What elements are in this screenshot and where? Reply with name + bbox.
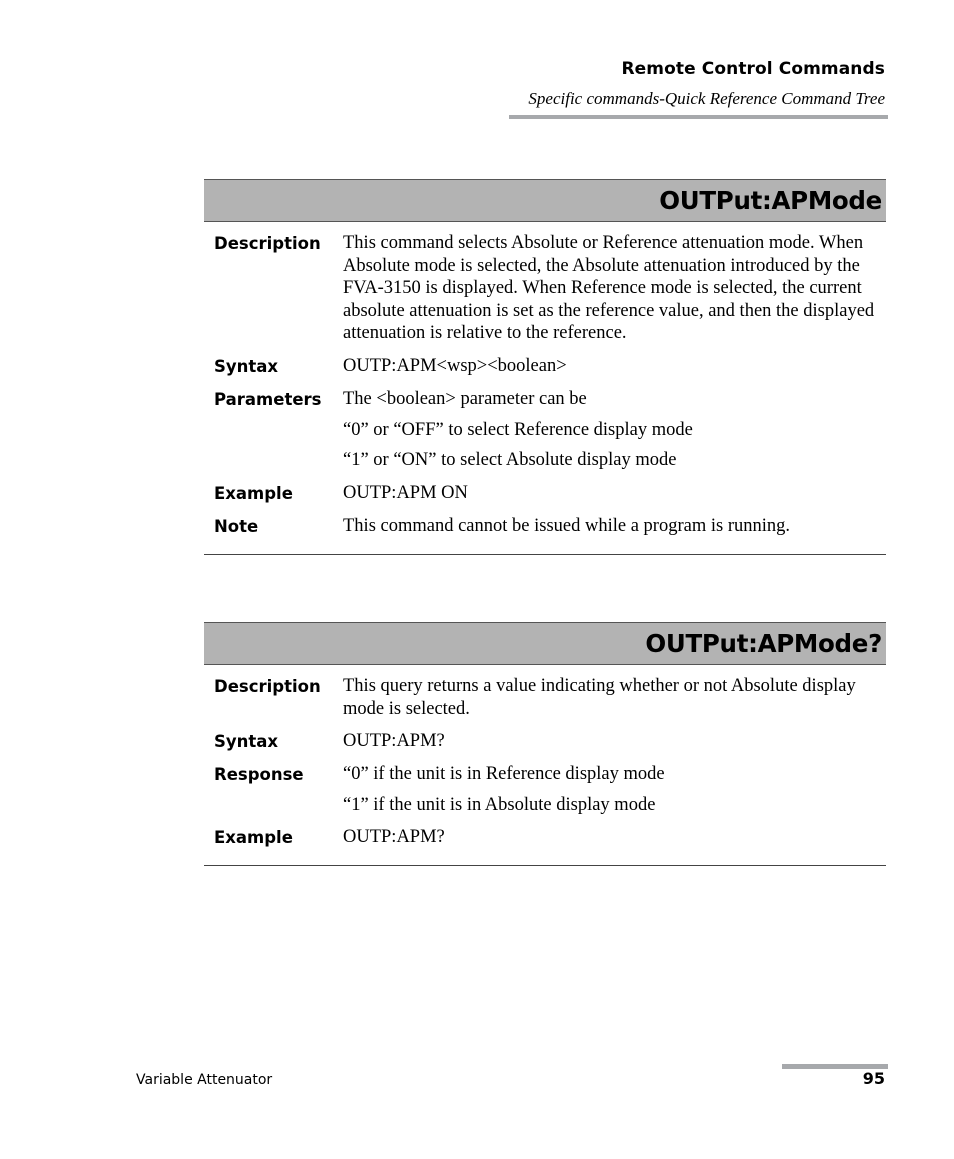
parameter-line: The <boolean> parameter can be [343,388,587,409]
command-details [204,665,886,866]
response-line: “0” if the unit is in Reference display mode [343,764,665,785]
row-label: Example [214,483,293,503]
row-value [343,730,886,753]
command-details [204,222,886,555]
response-line: “1” if the unit is in Absolute display mode [343,794,656,815]
description-row [204,232,886,345]
row-label: Syntax [214,732,279,752]
row-label: Description [214,234,321,253]
row-value [343,482,886,505]
row-value [343,763,886,816]
syntax-text: OUTP:APM<wsp><boolean> [343,355,567,376]
parameters-row [204,388,886,472]
row-label: Syntax [214,356,279,376]
row-value [343,355,886,378]
description-text: This command selects Absolute or Reference attenuation mode. When Absolute mode is selected, the Absolute attenuation introduced by the FVA-3150 is displayed. When Reference mode is selected, the current absolute attenuation is set as the reference value, and then the displayed attenuation is relative to the reference. [343,233,875,344]
example-row [204,826,886,849]
row-label: Note [214,516,259,536]
syntax-text: OUTP:APM? [343,731,445,752]
syntax-row [204,355,886,378]
command-block-apmode [204,179,886,555]
row-value [343,232,886,345]
command-title: OUTPut:APMode? [204,622,886,665]
note-row [204,515,886,538]
page-number: 95 [862,1069,885,1088]
header-divider [509,115,888,119]
row-label: Example [214,828,293,848]
parameter-line: “0” or “OFF” to select Reference display mode [343,419,693,440]
response-row [204,763,886,816]
section-title: Remote Control Commands [621,59,885,79]
footer-manual-title: Variable Attenuator [136,1072,273,1088]
command-title: OUTPut:APMode [204,179,886,222]
row-value [343,675,886,720]
description-text: This query returns a value indicating whether or not Absolute display mode is selected. [343,676,856,719]
row-value [343,826,886,849]
section-subtitle: Specific commands-Quick Reference Command Tree [528,89,885,108]
row-label: Parameters [214,389,322,409]
note-text: This command cannot be issued while a program is running. [343,515,790,536]
example-text: OUTP:APM ON [343,482,468,503]
syntax-row [204,730,886,753]
example-row [204,482,886,505]
row-value [343,515,886,538]
command-block-apmode-query [204,622,886,866]
example-text: OUTP:APM? [343,827,445,848]
row-label: Response [214,765,304,785]
description-row [204,675,886,720]
row-label: Description [214,677,321,696]
running-header [528,58,885,110]
parameter-line: “1” or “ON” to select Absolute display mode [343,450,677,471]
row-value [343,388,886,472]
